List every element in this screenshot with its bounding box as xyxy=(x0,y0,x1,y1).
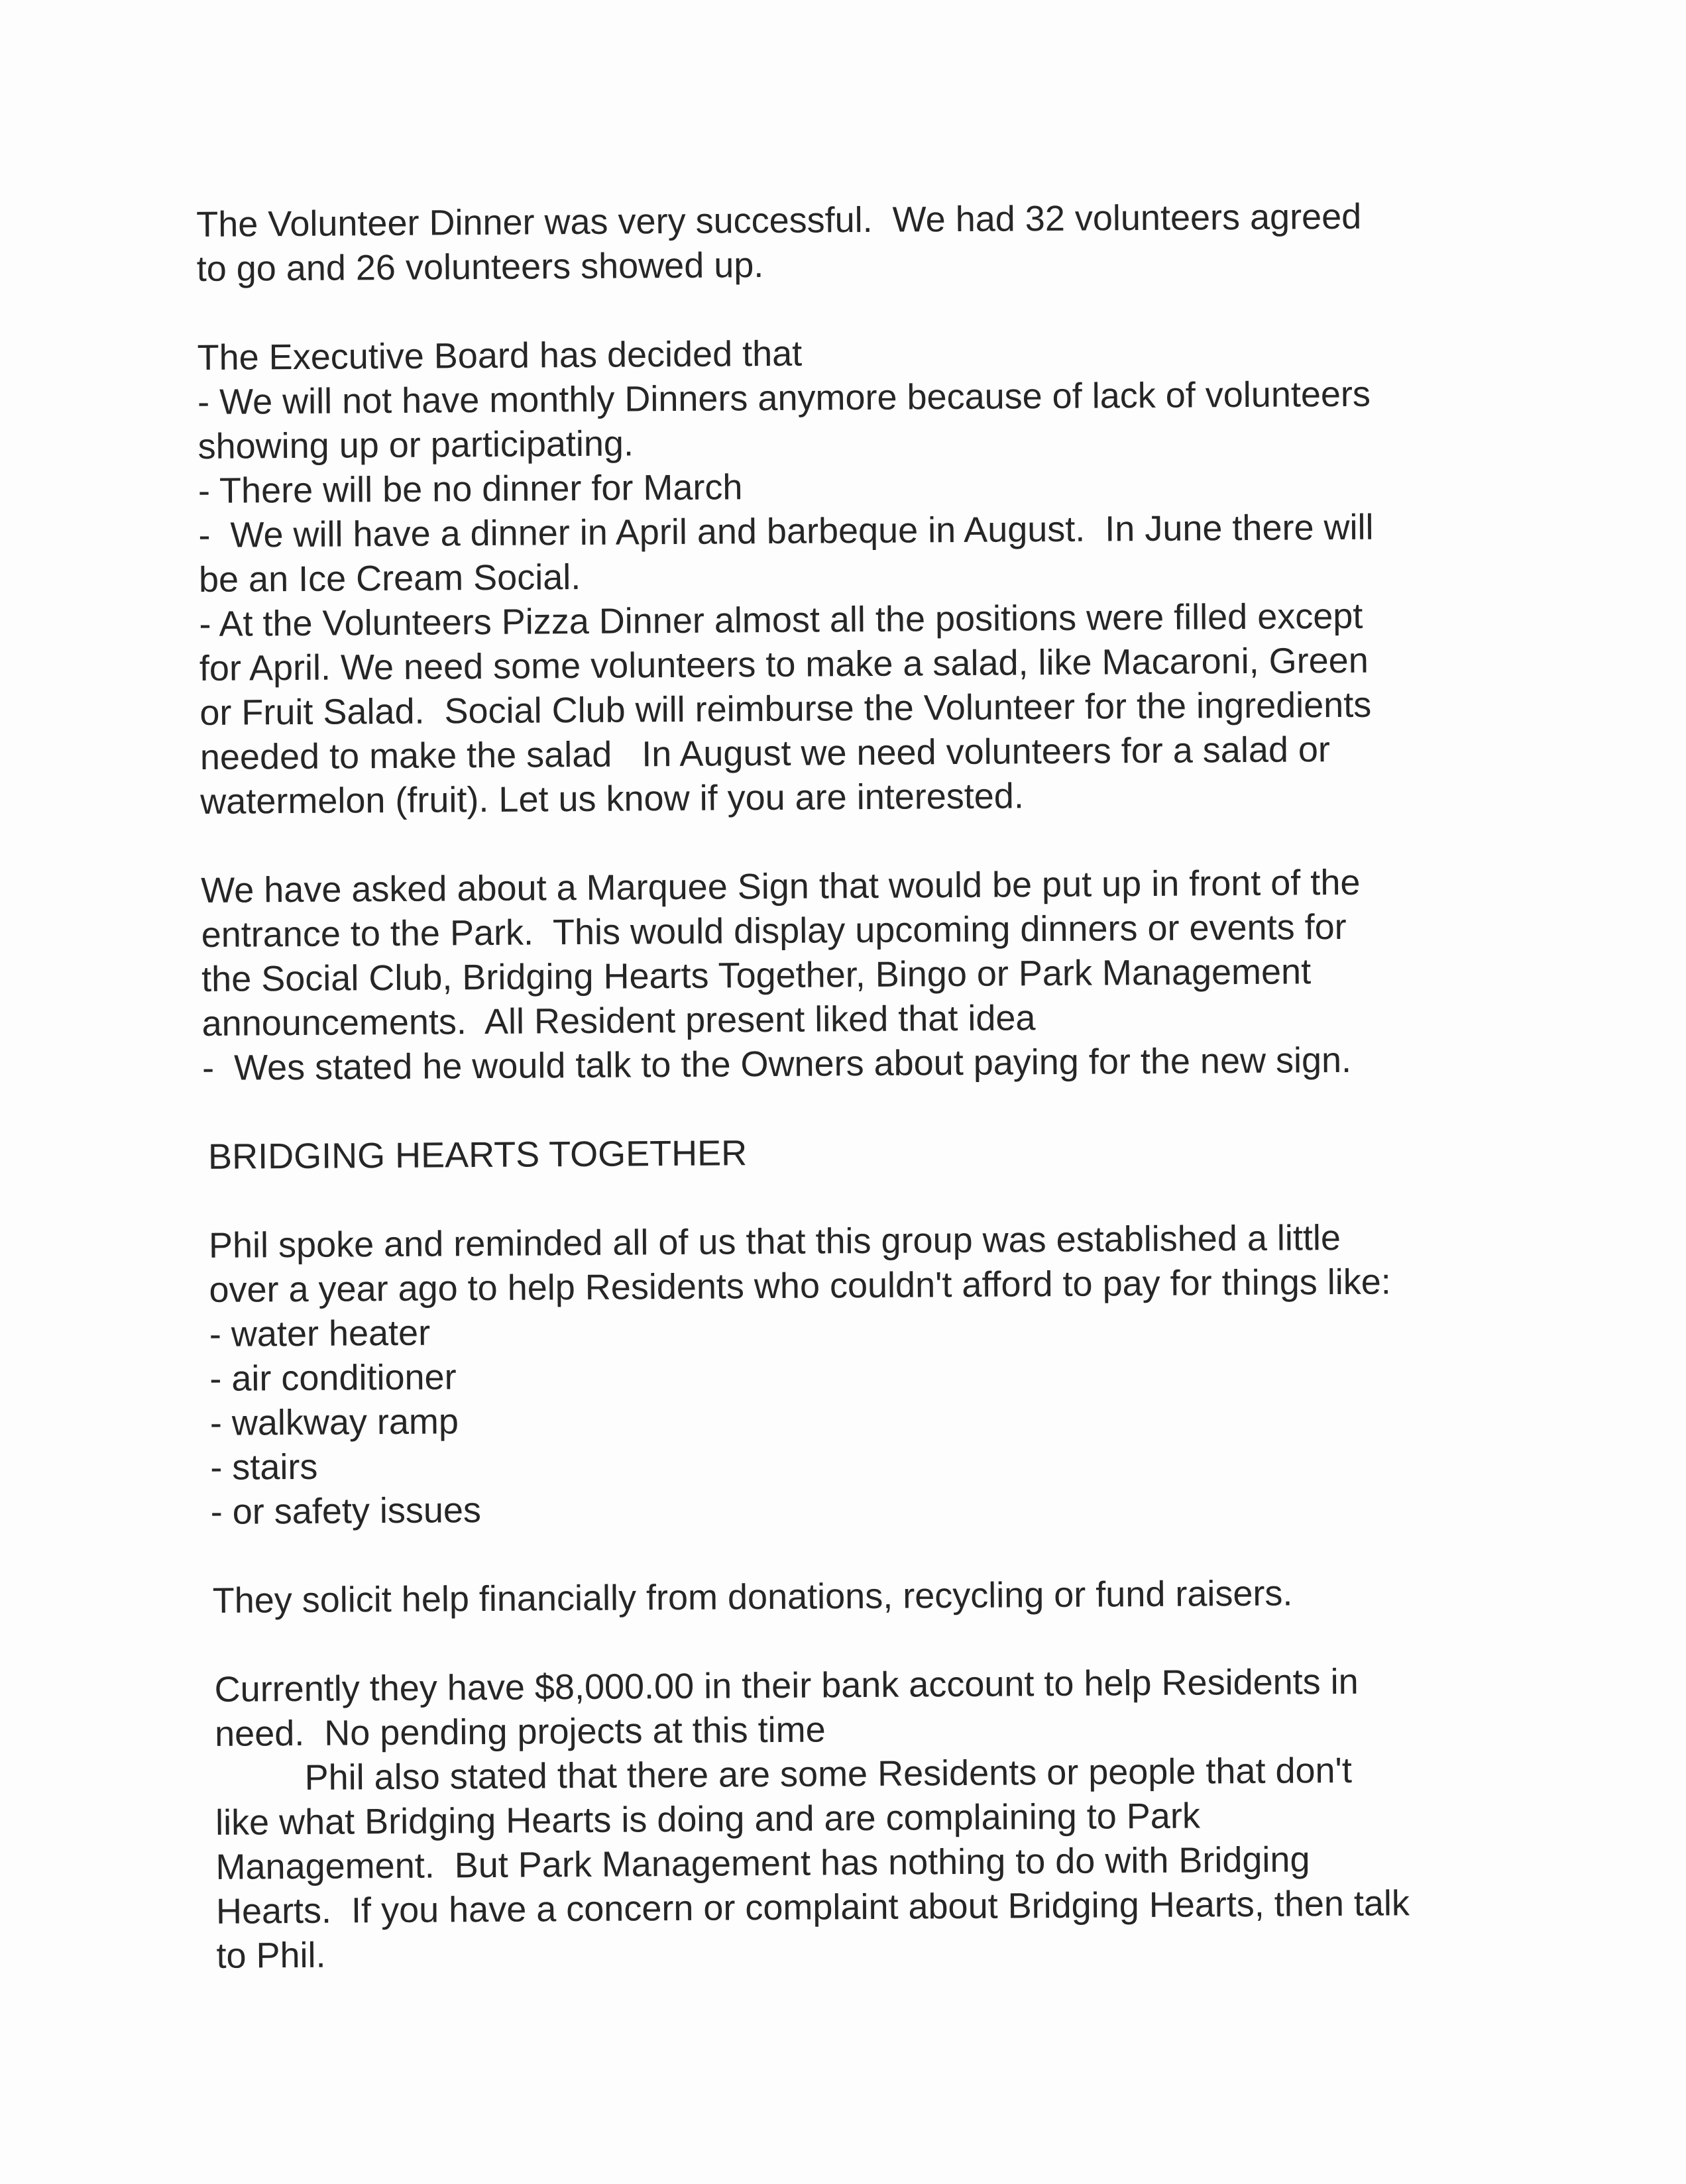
text-line: - We will have a dinner in April and barbeque in August. In June there will xyxy=(198,507,1374,555)
text-line: over a year ago to help Residents who couldn't afford to pay for things like: xyxy=(209,1262,1391,1310)
list-item: - walkway ramp xyxy=(209,1401,459,1443)
text-line: entrance to the Park. This would display upcoming dinners or events for xyxy=(201,906,1347,955)
text-line: Currently they have $8,000.00 in their bank account to help Residents in xyxy=(214,1661,1359,1710)
text-line: to Phil. xyxy=(216,1935,326,1976)
text-line: The Executive Board has decided that xyxy=(197,333,803,378)
bank-account-paragraph xyxy=(214,1659,1534,1979)
text-line: They solicit help financially from donations, recycling or fund raisers. xyxy=(212,1573,1293,1621)
text-line: Management. But Park Management has nothing to do with Bridging xyxy=(215,1839,1310,1887)
funding-paragraph xyxy=(212,1570,1531,1623)
text-line: The Volunteer Dinner was very successful. We had 32 volunteers agreed xyxy=(196,196,1362,245)
text-line: - Wes stated he would talk to the Owners about paying for the new sign. xyxy=(201,1040,1352,1088)
text-line: watermelon (fruit). Let us know if you are interested. xyxy=(200,776,1025,822)
text-line: showing up or participating. xyxy=(197,423,634,466)
text-line: like what Bridging Hearts is doing and are complaining to Park xyxy=(215,1796,1201,1843)
section-heading: BRIDGING HEARTS TOGETHER xyxy=(207,1133,748,1177)
volunteer-dinner-paragraph xyxy=(196,193,1522,292)
text-line: - At the Volunteers Pizza Dinner almost all the positions were filled except xyxy=(199,596,1363,644)
list-item: - air conditioner xyxy=(209,1357,457,1399)
text-line: - We will not have monthly Dinners anymore because of lack of volunteers xyxy=(197,374,1371,422)
document-body xyxy=(196,193,1534,1979)
text-line: needed to make the salad In August we need volunteers for a salad or xyxy=(199,730,1331,777)
text-line: - There will be no dinner for March xyxy=(197,467,743,511)
text-line: to go and 26 volunteers showed up. xyxy=(196,245,764,289)
text-line: announcements. All Resident present liked that idea xyxy=(201,998,1036,1044)
text-line: Phil also stated that there are some Residents or people that don't xyxy=(215,1750,1353,1798)
text-line: need. No pending projects at this time xyxy=(214,1710,826,1754)
text-line: for April. We need some volunteers to make a salad, like Macaroni, Green xyxy=(199,640,1369,688)
list-item: - or safety issues xyxy=(210,1490,482,1532)
list-item: - water heater xyxy=(209,1313,431,1354)
text-line: the Social Club, Bridging Hearts Together, Bingo or Park Management xyxy=(201,952,1312,999)
marquee-sign-paragraph xyxy=(201,859,1528,1091)
executive-board-paragraph xyxy=(197,327,1526,824)
text-line: or Fruit Salad. Social Club will reimburse the Volunteer for the ingredients xyxy=(199,684,1372,733)
text-line: We have asked about a Marquee Sign that would be put up in front of the xyxy=(201,862,1361,910)
bridging-hearts-intro-paragraph xyxy=(209,1215,1531,1535)
text-line: be an Ice Cream Social. xyxy=(198,557,581,600)
text-line: Phil spoke and reminded all of us that this group was established a little xyxy=(208,1217,1341,1266)
list-item: - stairs xyxy=(210,1447,318,1488)
text-line: Hearts. If you have a concern or complaint about Bridging Hearts, then talk xyxy=(215,1883,1410,1932)
